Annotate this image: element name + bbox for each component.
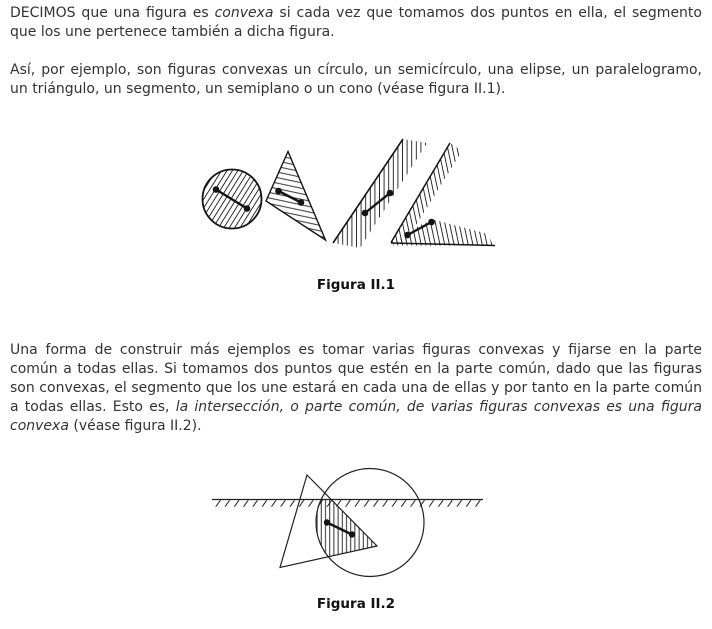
body-text: Así, por ejemplo, son figuras convexas un círculo, un semicírculo, una elipse, un paralelogramo, un triángulo, un segmento, un semiplano o un cono (véase figura II.1). <box>10 62 702 97</box>
figure-II-1 <box>150 135 560 267</box>
paragraph-definition <box>10 4 702 42</box>
emphasis-text: convexa <box>214 5 274 21</box>
body-text: (véase figura II.2). <box>68 418 202 434</box>
point-dot <box>387 190 394 197</box>
paragraph-examples <box>10 61 702 99</box>
emphasis-text: la intersección, o parte común, de varias figuras convexas es una figura convexa <box>10 399 702 434</box>
ground-hatch <box>213 500 483 507</box>
point-dot <box>362 210 369 217</box>
convex-triangle <box>266 152 326 241</box>
point-dot <box>324 519 330 525</box>
point-dot <box>213 186 220 193</box>
figure-II-2 <box>190 458 500 585</box>
body-text: si cada vez que tomamos dos puntos en ella, el segmento que los une pertenece también a dicha figura. <box>10 5 702 40</box>
point-dot <box>244 205 251 212</box>
point-dot <box>275 188 282 195</box>
paragraph-intersection <box>10 341 702 436</box>
body-text: Una forma de construir más ejemplos es tomar varias figuras convexas y fijarse en la parte común a todas ellas. Si tomamos dos puntos que estén en la parte común, dado que las figuras son convexas, el segmento que los une estará en cada una de ellas y por tanto en la parte común a todas ellas. Esto es, <box>10 342 702 415</box>
point-dot <box>428 219 435 226</box>
point-dot <box>349 531 355 537</box>
point-dot <box>404 232 411 239</box>
point-dot <box>298 199 305 206</box>
half-plane <box>212 500 483 507</box>
figure-II-2-caption: Figura II.2 <box>316 596 396 612</box>
convex-circle <box>203 170 262 229</box>
figure-II-1-caption: Figura II.1 <box>316 277 396 293</box>
body-text: DECIMOS que una figura es <box>10 5 215 21</box>
